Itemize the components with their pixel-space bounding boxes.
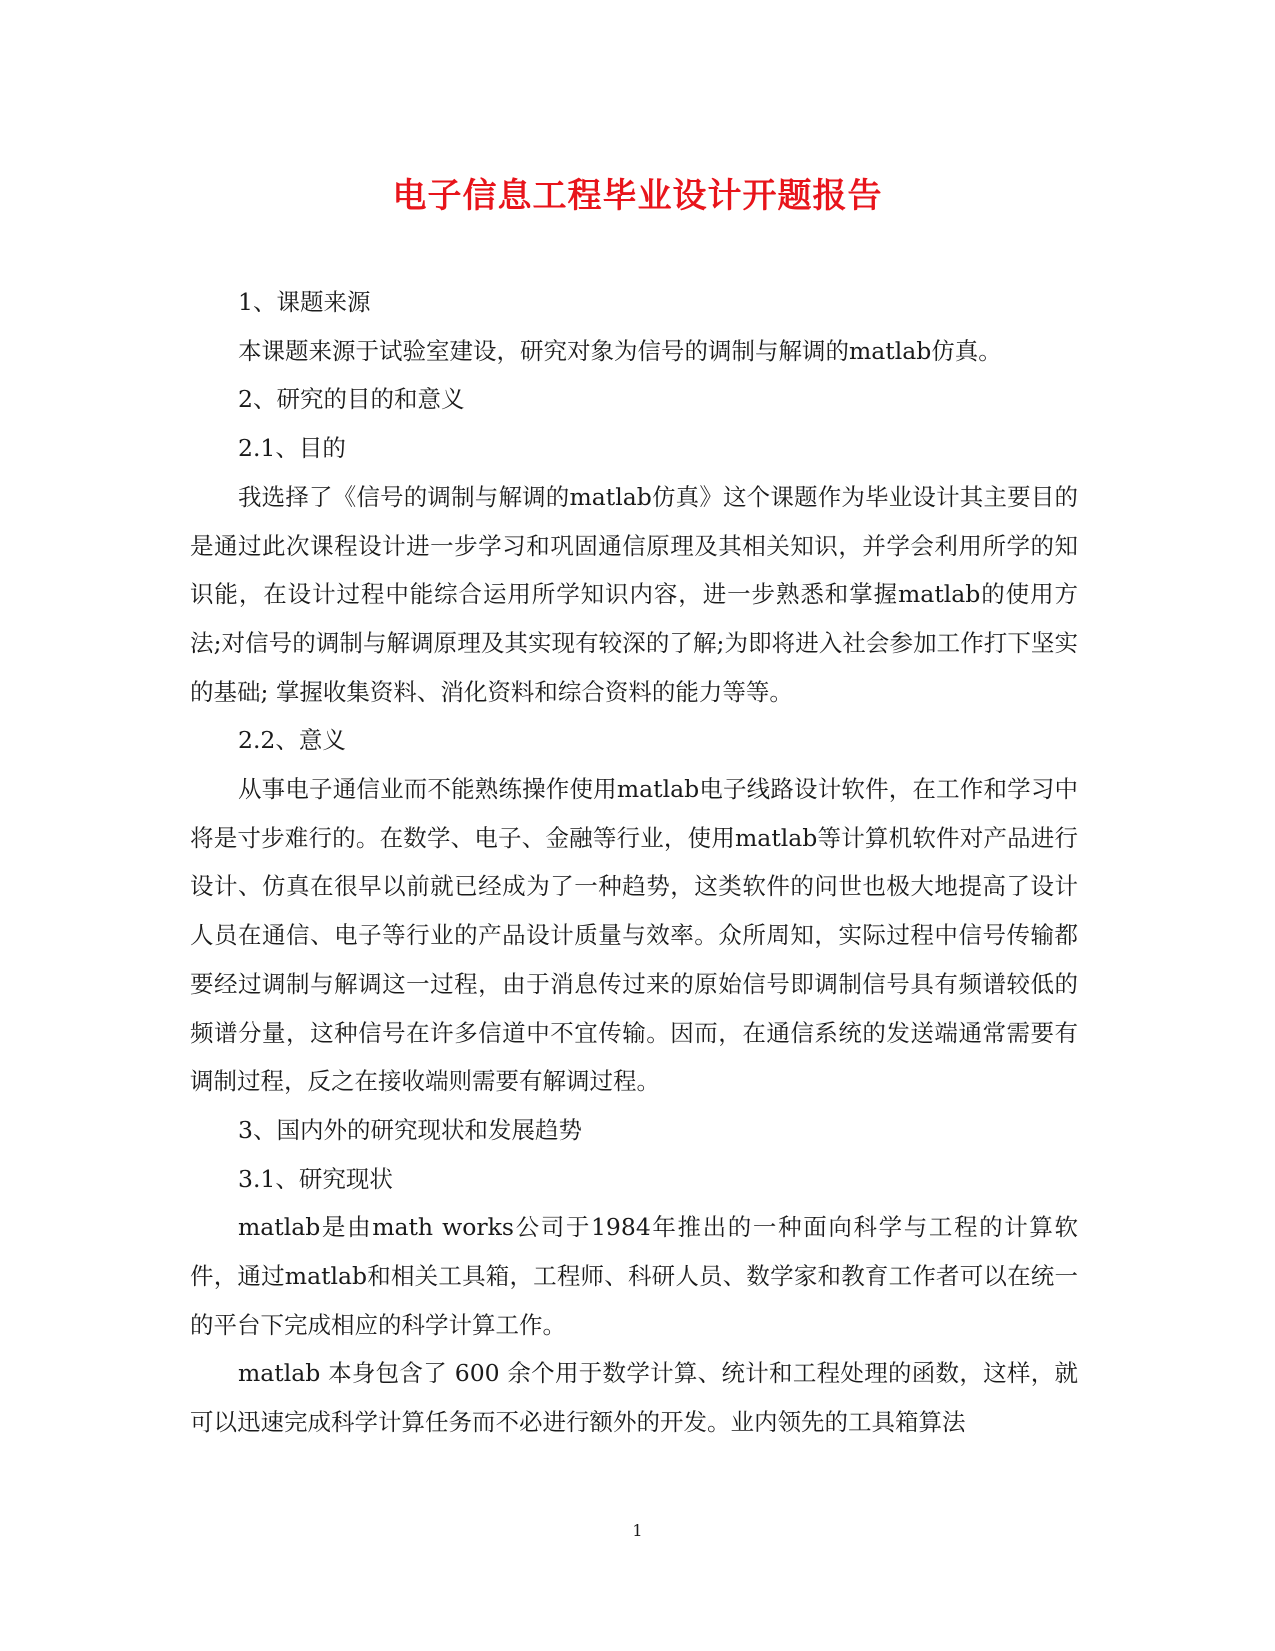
heading-significance: 2.2、意义 — [238, 726, 346, 755]
document-body — [190, 278, 1078, 1447]
paragraph-matlab-functions: matlab 本身包含了 600 余个用于数学计算、统计和工程处理的函数，这样，就可以迅速完成科学计算任务而不必进行额外的开发。业内领先的工具箱算法 — [190, 1359, 1078, 1437]
heading-research-status-trends: 3、国内外的研究现状和发展趋势 — [238, 1115, 582, 1144]
page-number: 1 — [632, 1521, 643, 1540]
paragraph-matlab-intro: matlab是由math works公司于1984年推出的一种面向科学与工程的计算软件，通过matlab和相关工具箱，工程师、科研人员、数学家和教育工作者可以在统一的平台下完成相应的科学计算工作。 — [190, 1213, 1078, 1339]
heading-purpose: 2.1、目的 — [238, 434, 346, 463]
paragraph-topic-source: 本课题来源于试验室建设，研究对象为信号的调制与解调的matlab仿真。 — [238, 336, 1002, 365]
paragraph-significance: 从事电子通信业而不能熟练操作使用matlab电子线路设计软件，在工作和学习中将是寸步难行的。在数学、电子、金融等行业，使用matlab等计算机软件对产品进行设计、仿真在很早以前就已经成为了一种趋势，这类软件的问世也极大地提高了设计人员在通信、电子等行业的产品设计质量与效率。众所周知，实际过程中信号传输都要经过调制与解调这一过程，由于消息传过来的原始信号即调制信号具有频谱较低的频谱分量，这种信号在许多信道中不宜传输。因而，在通信系统的发送端通常需要有调制过程，反之在接收端则需要有解调过程。 — [190, 775, 1078, 1096]
heading-research-status: 3.1、研究现状 — [238, 1164, 393, 1193]
heading-topic-source: 1、课题来源 — [238, 288, 371, 316]
paragraph-purpose: 我选择了《信号的调制与解调的matlab仿真》这个课题作为毕业设计其主要目的是通过此次课程设计进一步学习和巩固通信原理及其相关知识，并学会利用所学的知识能，在设计过程中能综合运用所学知识内容，进一步熟悉和掌握matlab的使用方法;对信号的调制与解调原理及其实现有较深的了解;为即将进入社会参加工作打下坚实的基础; 掌握收集资料、消化资料和综合资料的能力等等。 — [190, 482, 1078, 706]
document-title: 电子信息工程毕业设计开题报告 — [392, 176, 883, 216]
heading-purpose-significance: 2、研究的目的和意义 — [238, 385, 465, 414]
